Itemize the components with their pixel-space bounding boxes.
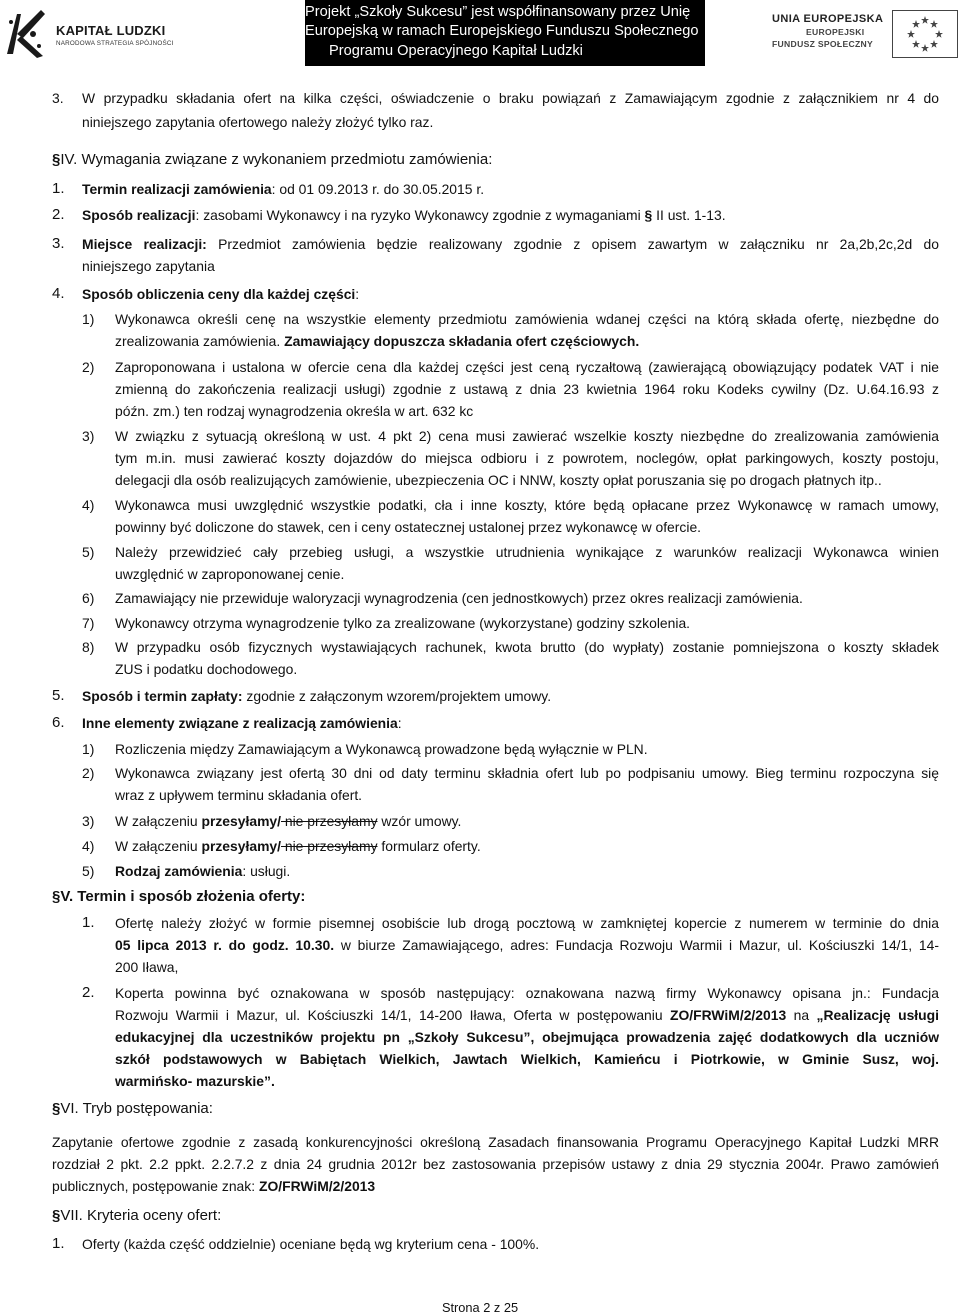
- v-item-2-line-3: edukacyjnej dla uczestników projektu pn „Szkoły Sukcesu”, obejmująca prowadzenia zajęć dodatkowych dla uczniów: [115, 1029, 939, 1045]
- eu-flag-icon: [892, 10, 958, 58]
- section-sign: §: [52, 1100, 61, 1117]
- iv-item-1-text: : od 01 09.2013 r. do 30.05.2015 r.: [271, 181, 485, 197]
- other-2-number: 2): [82, 765, 95, 781]
- iv-item-4-colon: :: [355, 286, 360, 302]
- iv-item-1-number: 1.: [52, 180, 65, 197]
- sub-2-line-2: zmienną do zakończenia realizacji usługi) zgodnie z ustawą z dnia 23 kwietnia 1964 roku Kodeks cywilny (Dz. U.64.16.93 z: [115, 381, 939, 397]
- other-1-number: 1): [82, 741, 95, 757]
- vi-line-3: [52, 1177, 375, 1196]
- sub-3-line-3: delegacji dla osób realizujących zamówienie, ubezpieczenia OC i NNW, koszty opłat poruszania się po drogach płatnych itp..: [115, 472, 882, 488]
- iv-item-5-number: 5.: [52, 687, 65, 704]
- sub-1-number: 1): [82, 311, 95, 327]
- project-line-2: Europejską w ramach Europejskiego Funduszu Społecznego: [305, 23, 699, 40]
- sub-1-emphasis: Zamawiający dopuszcza składania ofert częściowych.: [284, 333, 640, 349]
- other-5-text: : usługi.: [242, 863, 291, 879]
- other-5-number: 5): [82, 863, 95, 879]
- section-sign: §: [52, 888, 61, 905]
- iv-item-2: [82, 206, 726, 225]
- iv-item-1: [82, 180, 484, 199]
- iv-item-4-label: Sposób obliczenia ceny dla każdej części: [82, 286, 356, 302]
- iv-item-5-text: zgodnie z załączonym wzorem/projektem umowy.: [242, 688, 552, 704]
- iv-item-6-colon: :: [397, 715, 402, 731]
- sub-3-line-1: W związku z sytuacją określoną w ust. 4 pkt 2) cena musi zawierać wszelkie koszty niezbędne do zrealizowania zamówienia: [115, 428, 939, 444]
- section-sign: §: [644, 207, 653, 223]
- iv-item-5: [82, 687, 551, 706]
- other-4-strikethrough: nie przesyłamy: [281, 838, 378, 854]
- section-sign: §: [52, 1207, 61, 1224]
- v-item-2-text-a: Rozwoju Warmii i Mazur, ul. Kościuszki 14/1, 14-200 Iława, Oferta w postępowaniu: [115, 1007, 671, 1023]
- item-3-line-1: W przypadku składania ofert na kilka części, oświadczenie o braku powiązań z Zamawiającym zgodnie z załącznikiem nr 4 do: [82, 90, 939, 106]
- iv-item-5-label: Sposób i termin zapłaty:: [82, 688, 243, 704]
- section-vi-heading: [52, 1099, 213, 1118]
- v-item-1-line-2: [115, 936, 939, 955]
- sub-1-line-2: [115, 332, 639, 351]
- sub-2-number: 2): [82, 359, 95, 375]
- v-item-2-ref: ZO/FRWiM/2/2013: [670, 1007, 787, 1023]
- v-item-1-line-3: 200 Iława,: [115, 959, 179, 975]
- v-item-1-deadline: 05 lipca 2013 r. do godz. 10.30.: [115, 937, 335, 953]
- section-vii-heading: [52, 1206, 221, 1225]
- other-4-text-d: formularz oferty.: [377, 838, 481, 854]
- other-4-number: 4): [82, 838, 95, 854]
- other-3-text-b: przesyłamy/: [201, 813, 282, 829]
- iv-item-3-number: 3.: [52, 235, 65, 252]
- section-vii-title: VII. Kryteria oceny ofert:: [60, 1207, 222, 1224]
- iv-item-6-number: 6.: [52, 714, 65, 731]
- sub-5-line-1: Należy przewidzieć cały przebieg usługi, a wszystkie utrudnienia wynikające z warunków realizacji Wykonawca winien: [115, 544, 939, 560]
- other-4-text-b: przesyłamy/: [201, 838, 282, 854]
- iv-item-6-label: Inne elementy związane z realizacją zamówienia: [82, 715, 398, 731]
- item-3-line-2: niniejszego zapytania ofertowego należy złożyć tylko raz.: [82, 114, 434, 130]
- iv-item-2-label: Sposób realizacji: [82, 207, 196, 223]
- sub-5-number: 5): [82, 544, 95, 560]
- v-item-2-text-c: na: [786, 1007, 817, 1023]
- kapital-ludzki-emblem-icon: [3, 4, 47, 60]
- other-3-strikethrough: nie przesyłamy: [281, 813, 378, 829]
- v-item-2-line-2: [115, 1006, 939, 1025]
- v-item-1-line-1: Ofertę należy złożyć w formie pisemnej osobiście lub drogą pocztową w zamkniętej kopercie z numerem w terminie do dnia: [115, 915, 939, 931]
- project-line-1: Projekt „Szkoły Sukcesu” jest współfinansowany przez Unię: [305, 4, 691, 20]
- sub-6-number: 6): [82, 590, 95, 606]
- other-3-text-a: W załączeniu: [115, 813, 202, 829]
- eu-line-2: EUROPEJSKI: [806, 27, 865, 37]
- eu-line-3: FUNDUSZ SPOŁECZNY: [772, 39, 874, 49]
- vi-line-3-ref: ZO/FRWiM/2/2013: [258, 1178, 376, 1194]
- sub-8-number: 8): [82, 639, 95, 655]
- iv-item-3-label: Miejsce realizacji:: [82, 236, 207, 252]
- other-3-number: 3): [82, 813, 95, 829]
- v-item-2-text-d: „Realizację usługi: [816, 1007, 939, 1023]
- sub-4-number: 4): [82, 497, 95, 513]
- sub-8-line-2: ZUS i podatku dochodowego.: [115, 661, 298, 677]
- item-3-number: 3.: [52, 90, 64, 106]
- sub-1-line-1: Wykonawca określi cenę na wszystkie elementy przedmiotu zamówienia wdanej części na którą składa ofertę, niezbędne do: [115, 311, 939, 327]
- project-line-3: Programu Operacyjnego Kapitał Ludzki: [329, 42, 583, 59]
- eu-title: UNIA EUROPEJSKA: [772, 13, 884, 25]
- section-vi-title: VI. Tryb postępowania:: [60, 1100, 213, 1117]
- iv-item-3-line-1: [82, 235, 939, 254]
- other-3-line-1: [115, 812, 461, 831]
- section-iv-heading: [52, 150, 492, 169]
- other-2-line-1: Wykonawca związany jest ofertą 30 dni od daty terminu składnia ofert lub po podpisaniu umowy. Bieg terminu rozpoczyna się: [115, 765, 939, 781]
- iv-item-2-number: 2.: [52, 206, 65, 223]
- v-item-2-line-1: Koperta powinna być oznakowana w sposób następujący: oznakowana nazwą firmy Wykonawcy opisana jn.: Fundacja: [115, 985, 939, 1001]
- project-banner: [305, 3, 725, 61]
- vi-line-2: rozdział 2 pkt. 2.2 ppkt. 2.2.7.2 z dnia 24 grudnia 2012r bez zastosowania przepisów ustawy z dnia 29 stycznia 2004r. Prawo zamówień: [52, 1156, 939, 1172]
- v-item-2-line-4: szkół podstawowych w Babiętach Wielkich, Jawtach Wielkich, Kamieńcu i Piotrkowie, w Gminie Susz, woj.: [115, 1051, 939, 1067]
- iv-item-2-tail: II ust. 1-13.: [652, 207, 726, 223]
- other-5-line-1: [115, 862, 290, 881]
- kapital-ludzki-title: KAPITAŁ LUDZKI: [56, 23, 166, 38]
- sub-6-line-1: Zamawiający nie przewiduje waloryzacji wynagrodzenia (cen jednostkowych) przez okres realizacji zamówienia.: [115, 590, 803, 606]
- v-item-1-number: 1.: [82, 914, 95, 931]
- vi-line-1: Zapytanie ofertowe zgodnie z zasadą konkurencyjności określoną Zasadach finansowania Programu Operacyjnego Kapitał Ludzki MRR: [52, 1134, 939, 1150]
- other-1-line-1: Rozliczenia między Zamawiającym a Wykonawcą prowadzone będą wyłącznie w PLN.: [115, 741, 648, 757]
- v-item-2-number: 2.: [82, 984, 95, 1001]
- vi-line-3-text: publicznych, postępowanie znak:: [52, 1178, 259, 1194]
- other-4-text-a: W załączeniu: [115, 838, 202, 854]
- eu-logo: [772, 13, 957, 59]
- iv-item-4: [82, 285, 359, 304]
- iv-item-6: [82, 714, 402, 733]
- iv-item-4-number: 4.: [52, 285, 65, 302]
- other-5-label: Rodzaj zamówienia: [115, 863, 243, 879]
- sub-4-line-2: powinny być doliczone do stawek, cen i ceny ostatecznej ustalonej przez wykonawcę w ofercie.: [115, 519, 702, 535]
- sub-7-number: 7): [82, 615, 95, 631]
- sub-3-line-2: tym m.in. musi zawierać koszty dojazdów do miejsca odbioru i z powrotem, noclegów, opłat parkingowych, koszty postoju,: [115, 450, 939, 466]
- kapital-ludzki-subtitle: NARODOWA STRATEGIA SPÓJNOŚCI: [56, 40, 174, 47]
- sub-2-line-1: Zaproponowana i ustalona w ofercie cena dla każdej części jest ceną ryczałtową (zawierającą obowiązujący podatek VAT i nie: [115, 359, 939, 375]
- sub-8-line-1: W przypadku osób fizycznych wystawiających rachunek, kwota brutto (do wypłaty) zostanie pomniejszona o koszty składek: [115, 639, 939, 655]
- sub-4-line-1: Wykonawca musi uwzględnić wszystkie podatki, cła i inne koszty, które będą opłacane przez Wykonawcę w ramach umowy,: [115, 497, 939, 513]
- iv-item-3-line-2: niniejszego zapytania: [82, 258, 215, 274]
- vii-item-1-number: 1.: [52, 1235, 65, 1252]
- iv-item-1-label: Termin realizacji zamówienia: [82, 181, 272, 197]
- section-sign: §: [52, 151, 61, 168]
- iv-item-2-text: : zasobami Wykonawcy i na ryzyko Wykonawcy zgodnie z wymaganiami: [195, 207, 641, 223]
- sub-7-line-1: Wykonawcy otrzyma wynagrodzenie tylko za zrealizowane (wykorzystane) godziny szkolenia.: [115, 615, 691, 631]
- sub-3-number: 3): [82, 428, 95, 444]
- page-header: [0, 0, 960, 75]
- v-item-2-line-5: warmińsko- mazurskie”.: [115, 1073, 275, 1089]
- vii-item-1-line-1: Oferty (każda część oddzielnie) oceniane będą wg kryterium cena - 100%.: [82, 1236, 540, 1252]
- iv-item-3-text: Przedmiot zamówienia będzie realizowany zgodnie z opisem zawartym w załączniku nr 2a,2b,2c,2d do: [206, 236, 939, 252]
- other-4-line-1: [115, 837, 481, 856]
- sub-1-text: zrealizowania zamówienia.: [115, 333, 285, 349]
- section-v-heading: [52, 887, 305, 906]
- section-v-title: V. Termin i sposób złożenia oferty:: [60, 888, 306, 905]
- v-item-1-address: w biurze Zamawiającego, adres: Fundacja Rozwoju Warmii i Mazur, ul. Kościuszki 14/1, 14-: [334, 937, 939, 953]
- page-number: Strona 2 z 25: [441, 1300, 519, 1315]
- other-3-text-d: wzór umowy.: [377, 813, 462, 829]
- sub-5-line-2: uwzględnić w zaproponowanej cenie.: [115, 566, 345, 582]
- sub-2-line-3: późn. zm.) ten rodzaj wynagrodzenia określa w art. 632 kc: [115, 403, 474, 419]
- kapital-ludzki-logo: [3, 4, 174, 60]
- section-iv-title: IV. Wymagania związane z wykonaniem przedmiotu zamówienia:: [60, 151, 493, 168]
- other-2-line-2: wraz z upływem terminu składania ofert.: [115, 787, 363, 803]
